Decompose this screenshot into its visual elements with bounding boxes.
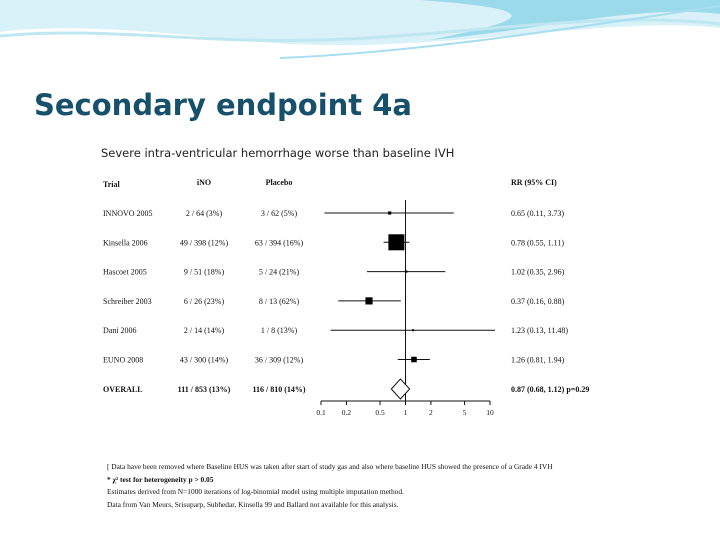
study-label: EUNO 2008 [103,355,144,365]
header-effect: RR (95% CI) [511,178,557,187]
x-tick-label: 0.2 [341,408,352,417]
effect-estimate-text: 1.26 (0.81, 1.94) [511,355,565,365]
x-tick-label: 10 [486,408,494,417]
study-label: Schreiber 2003 [103,296,152,306]
point-estimate [388,234,404,250]
overall-diamond [391,379,409,399]
treatment-events: 6 / 26 (23%) [183,296,225,306]
overall-control-events: 116 / 810 (14%) [252,385,306,394]
effect-estimate-text: 0.78 (0.55, 1.11) [511,238,565,248]
control-events: 1 / 8 (13%) [260,326,298,336]
header-trial: Trial [103,180,120,189]
treatment-events: 2 / 14 (14%) [183,326,225,336]
study-label: Kinsella 2006 [103,238,148,248]
chart-subtitle: Severe intra-ventricular hemorrhage worse than baseline IVH [101,146,455,160]
control-events: 3 / 62 (5%) [260,209,298,218]
point-estimate [365,297,372,304]
header-control: Placebo [265,178,293,187]
effect-estimate-text: 0.65 (0.11, 3.73) [511,209,565,218]
overall-treatment-events: 111 / 853 (13%) [177,385,231,394]
x-tick-label: 5 [462,408,467,417]
footnotes [107,461,707,511]
effect-estimate-text: 1.02 (0.35, 2.96) [511,267,565,277]
effect-estimate-text: 1.23 (0.13, 11.48) [511,326,569,336]
point-estimate [411,357,417,363]
x-tick-label: 1 [403,408,408,417]
x-tick-label: 2 [429,408,433,417]
treatment-events: 49 / 398 (12%) [179,238,229,248]
point-estimate [405,270,407,272]
footnote-data-removed: [ Data have been removed where Baseline HUS was taken after start of study gas and also where baseline HUS showed the presence of a Grade 4 IVH [107,462,553,471]
study-label: INNOVO 2005 [103,209,153,218]
treatment-events: 9 / 51 (18%) [183,267,225,277]
treatment-events: 2 / 64 (3%) [185,209,223,218]
footnote-heterogeneity: * χ² test for heterogeneity p > 0.05 [107,474,214,484]
control-events: 5 / 24 (21%) [258,267,300,277]
effect-estimate-text: 0.37 (0.16, 0.88) [511,296,565,306]
study-label: Dani 2006 [103,326,137,336]
x-tick-label: 0.5 [375,408,385,417]
point-estimate [388,211,391,214]
x-tick-label: 0.1 [316,408,326,417]
overall-effect-text: 0.87 (0.68, 1.12) p=0.29 [511,385,590,394]
overall-label: OVERALL [103,385,143,394]
footnote-data-source: Data from Van Meurs, Srisuparp, Subhedar, Kinsella 99 and Ballard not available for this analysis. [107,499,399,509]
control-events: 63 / 394 (16%) [254,238,304,248]
footnote-estimates: Estimates derived from N=1000 iterations of log-binomial model using multiple imputation method. [107,487,404,497]
control-events: 8 / 13 (62%) [258,296,300,306]
control-events: 36 / 309 (12%) [254,355,304,365]
header-treatment: iNO [196,178,212,187]
treatment-events: 43 / 300 (14%) [179,355,229,365]
study-label: Hascoet 2005 [103,267,147,277]
slide-title: Secondary endpoint 4a [34,88,412,122]
point-estimate [412,329,414,331]
